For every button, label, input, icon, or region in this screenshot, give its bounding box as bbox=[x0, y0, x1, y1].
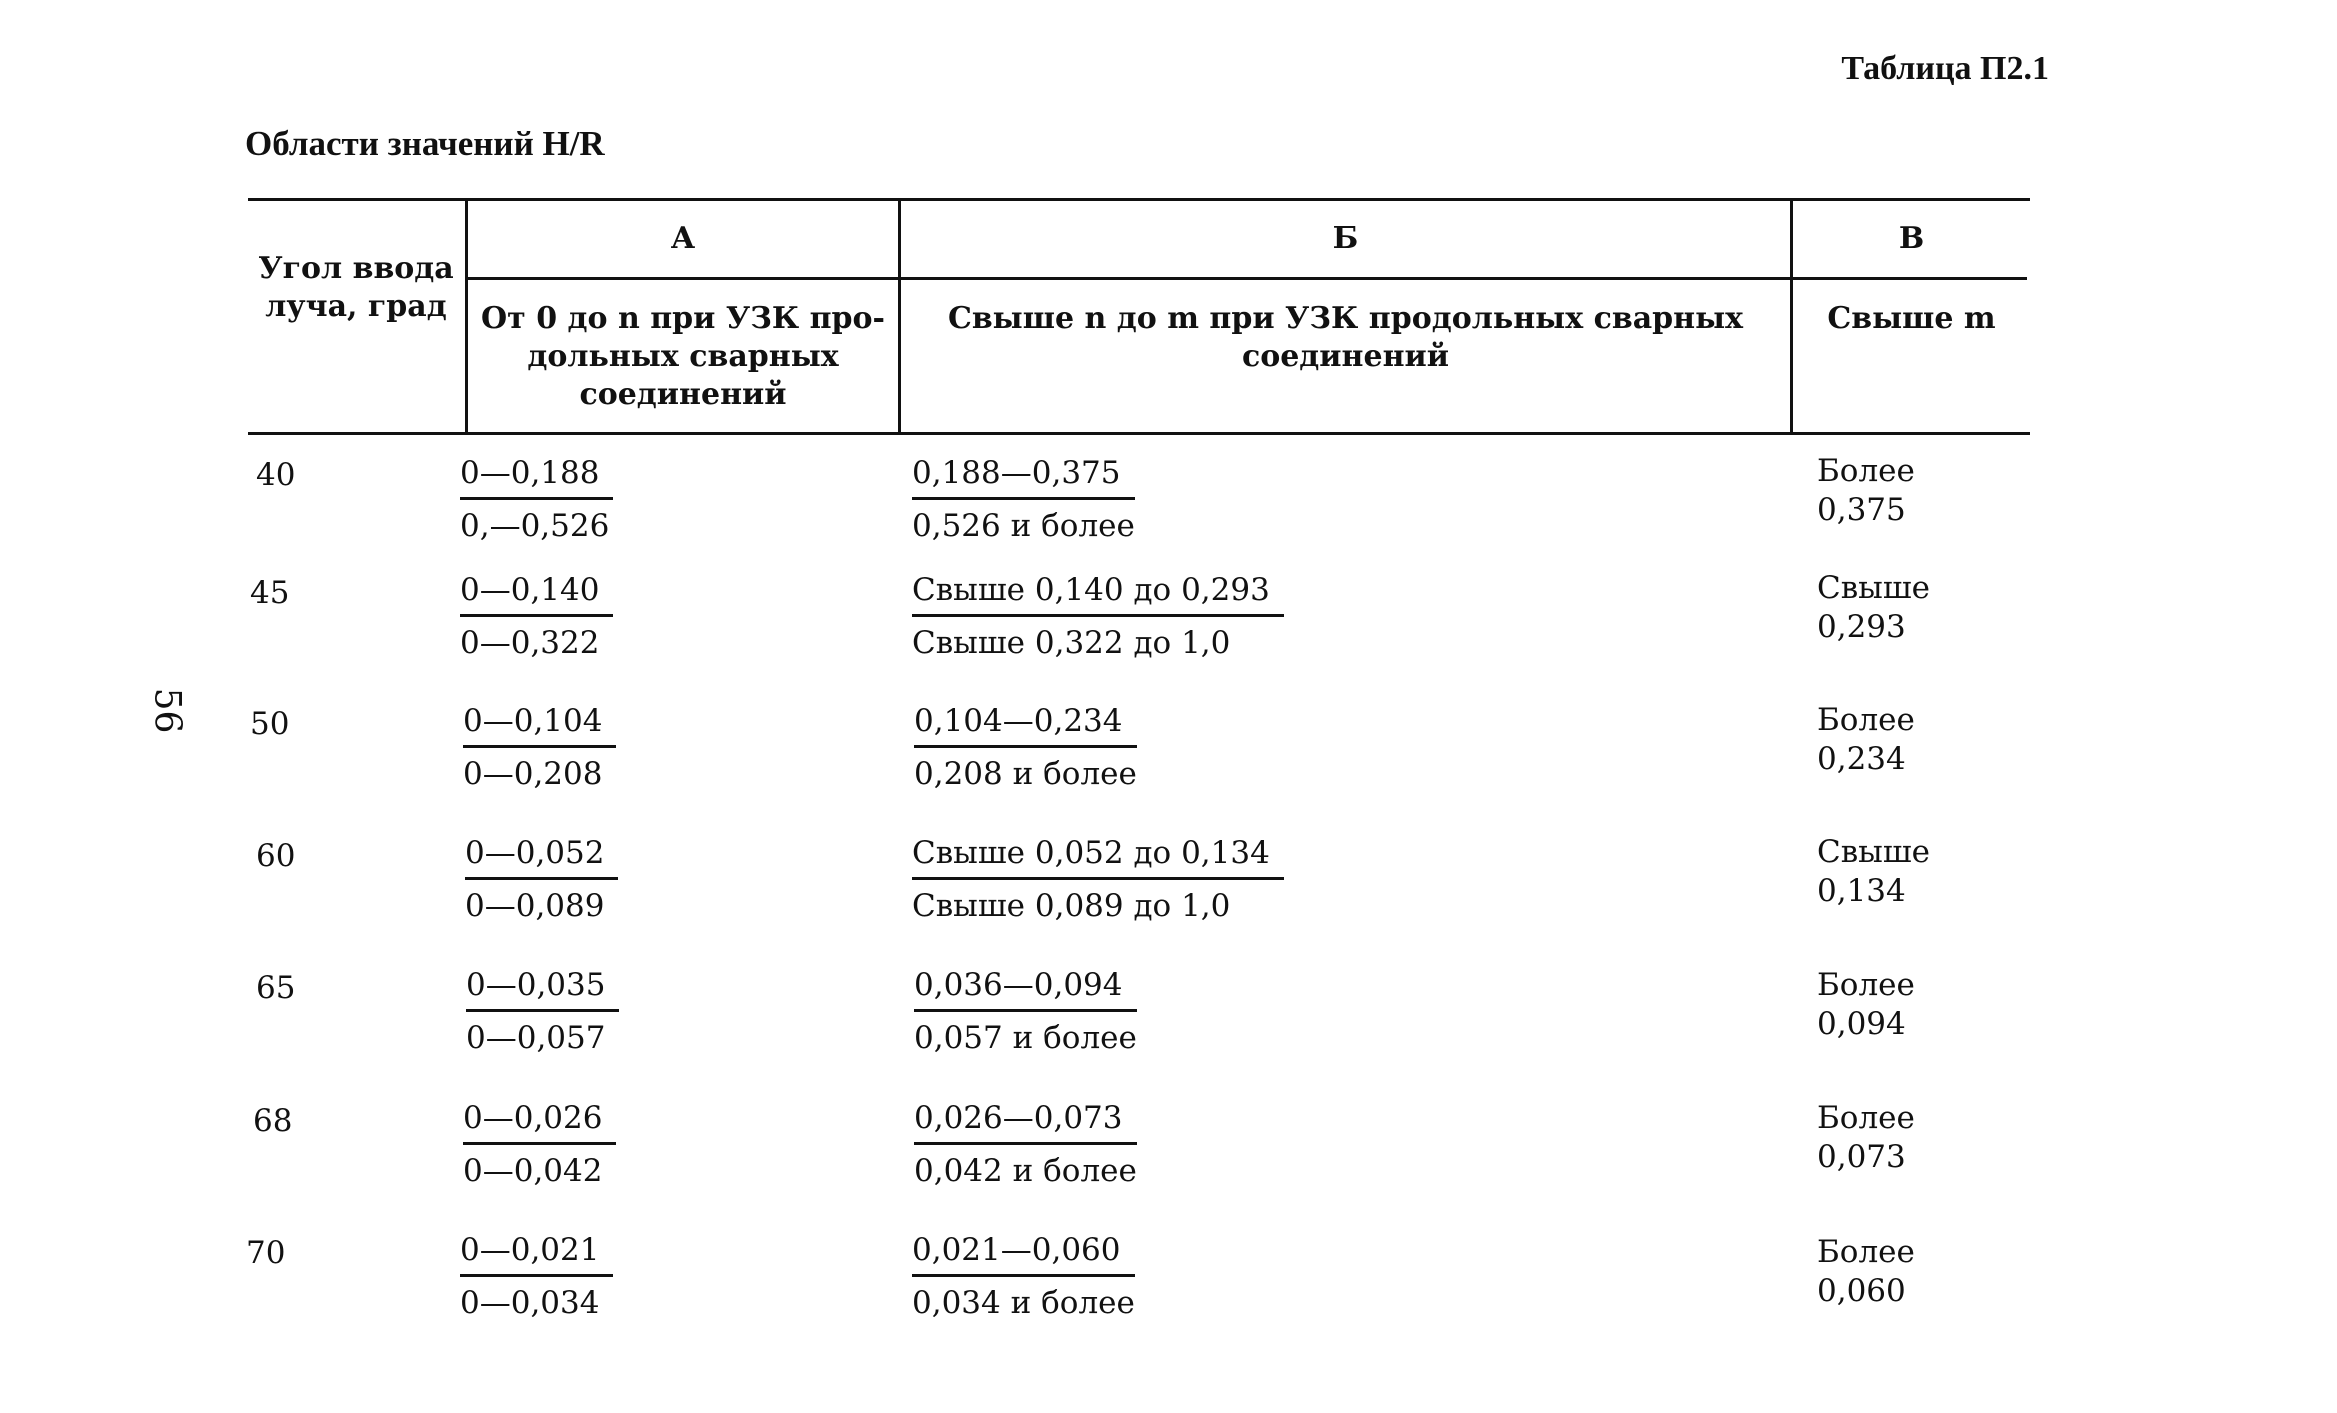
over-c-2: 0,094 bbox=[1817, 1006, 1906, 1042]
over-c-2: 0,073 bbox=[1817, 1139, 1906, 1175]
range-a bbox=[460, 572, 613, 661]
range-a bbox=[460, 1232, 613, 1321]
range-b-bottom: 0,526 и более bbox=[912, 508, 1135, 544]
range-a-top: 0—0,052 bbox=[465, 835, 618, 880]
over-c-1: Более bbox=[1817, 453, 1915, 489]
range-b-bottom: 0,208 и более bbox=[914, 756, 1137, 792]
range-a-top: 0—0,021 bbox=[460, 1232, 613, 1277]
range-b-top: Свыше 0,140 до 0,293 bbox=[912, 572, 1284, 617]
header-col-b-desc: Свыше n до m при УЗК продольных сварных соединений bbox=[947, 301, 1744, 374]
over-c-1: Более bbox=[1817, 702, 1915, 738]
over-c-2: 0,375 bbox=[1817, 492, 1906, 528]
table-label: Таблица П2.1 bbox=[1841, 50, 2049, 87]
range-b-top: Свыше 0,052 до 0,134 bbox=[912, 835, 1284, 880]
header-col-a-letter: А bbox=[670, 221, 696, 256]
over-c-1: Более bbox=[1817, 967, 1915, 1003]
range-b-bottom: 0,057 и более bbox=[914, 1020, 1137, 1056]
range-b bbox=[914, 1100, 1137, 1189]
range-a bbox=[466, 967, 619, 1056]
row-angle: 40 bbox=[256, 457, 296, 493]
header-col-c-letter: В bbox=[1898, 221, 1925, 256]
range-b-bottom: Свыше 0,322 до 1,0 bbox=[912, 625, 1231, 661]
range-a-top: 0—0,026 bbox=[463, 1100, 616, 1145]
range-b-bottom: 0,034 и более bbox=[912, 1285, 1135, 1321]
over-c-2: 0,134 bbox=[1817, 873, 1906, 909]
header-col-b-letter: Б bbox=[1332, 221, 1359, 256]
range-b-bottom: 0,042 и более bbox=[914, 1153, 1137, 1189]
range-b-top: 0,036—0,094 bbox=[914, 967, 1137, 1012]
range-a bbox=[463, 703, 616, 792]
header-col-a-desc: От 0 до n при УЗК про- дольных сварных соединений bbox=[481, 301, 885, 412]
range-a-bottom: 0—0,322 bbox=[460, 625, 600, 661]
over-c-1: Свыше bbox=[1817, 834, 1931, 870]
over-c-2: 0,234 bbox=[1817, 741, 1906, 777]
range-b-top: 0,026—0,073 bbox=[914, 1100, 1137, 1145]
range-b bbox=[912, 572, 1284, 661]
range-a-top: 0—0,188 bbox=[460, 455, 613, 500]
range-a bbox=[463, 1100, 616, 1189]
range-b-top: 0,021—0,060 bbox=[912, 1232, 1135, 1277]
range-b-top: 0,104—0,234 bbox=[914, 703, 1137, 748]
range-a-bottom: 0—0,042 bbox=[463, 1153, 603, 1189]
table-top-rule bbox=[248, 198, 2030, 201]
page-number: 56 bbox=[146, 687, 188, 734]
over-c-2: 0,060 bbox=[1817, 1273, 1906, 1309]
over-c-1: Более bbox=[1817, 1100, 1915, 1136]
header-angle: Угол ввода луча, град bbox=[258, 251, 454, 324]
header-col-c-desc: Свыше m bbox=[1827, 301, 1996, 336]
range-a-bottom: 0,—0,526 bbox=[460, 508, 610, 544]
range-b bbox=[914, 967, 1137, 1056]
range-a-bottom: 0—0,057 bbox=[466, 1020, 606, 1056]
row-angle: 50 bbox=[250, 706, 290, 742]
range-b bbox=[912, 455, 1135, 544]
row-angle: 45 bbox=[250, 575, 290, 611]
range-a-bottom: 0—0,089 bbox=[465, 888, 605, 924]
range-b bbox=[914, 703, 1137, 792]
row-angle: 60 bbox=[256, 838, 296, 874]
range-a bbox=[460, 455, 613, 544]
range-b-top: 0,188—0,375 bbox=[912, 455, 1135, 500]
row-angle: 68 bbox=[253, 1103, 293, 1139]
range-b bbox=[912, 835, 1284, 924]
range-a-top: 0—0,140 bbox=[460, 572, 613, 617]
range-b-bottom: Свыше 0,089 до 1,0 bbox=[912, 888, 1231, 924]
header-bottom-rule bbox=[248, 432, 2030, 435]
range-a-bottom: 0—0,034 bbox=[460, 1285, 600, 1321]
range-a-top: 0—0,104 bbox=[463, 703, 616, 748]
row-angle: 70 bbox=[246, 1235, 286, 1271]
range-b bbox=[912, 1232, 1135, 1321]
over-c-1: Более bbox=[1817, 1234, 1915, 1270]
over-c-2: 0,293 bbox=[1817, 609, 1906, 645]
row-angle: 65 bbox=[256, 970, 296, 1006]
range-a bbox=[465, 835, 618, 924]
range-a-bottom: 0—0,208 bbox=[463, 756, 603, 792]
range-a-top: 0—0,035 bbox=[466, 967, 619, 1012]
over-c-1: Свыше bbox=[1817, 570, 1931, 606]
table-title: Области значений H/R bbox=[245, 124, 605, 163]
